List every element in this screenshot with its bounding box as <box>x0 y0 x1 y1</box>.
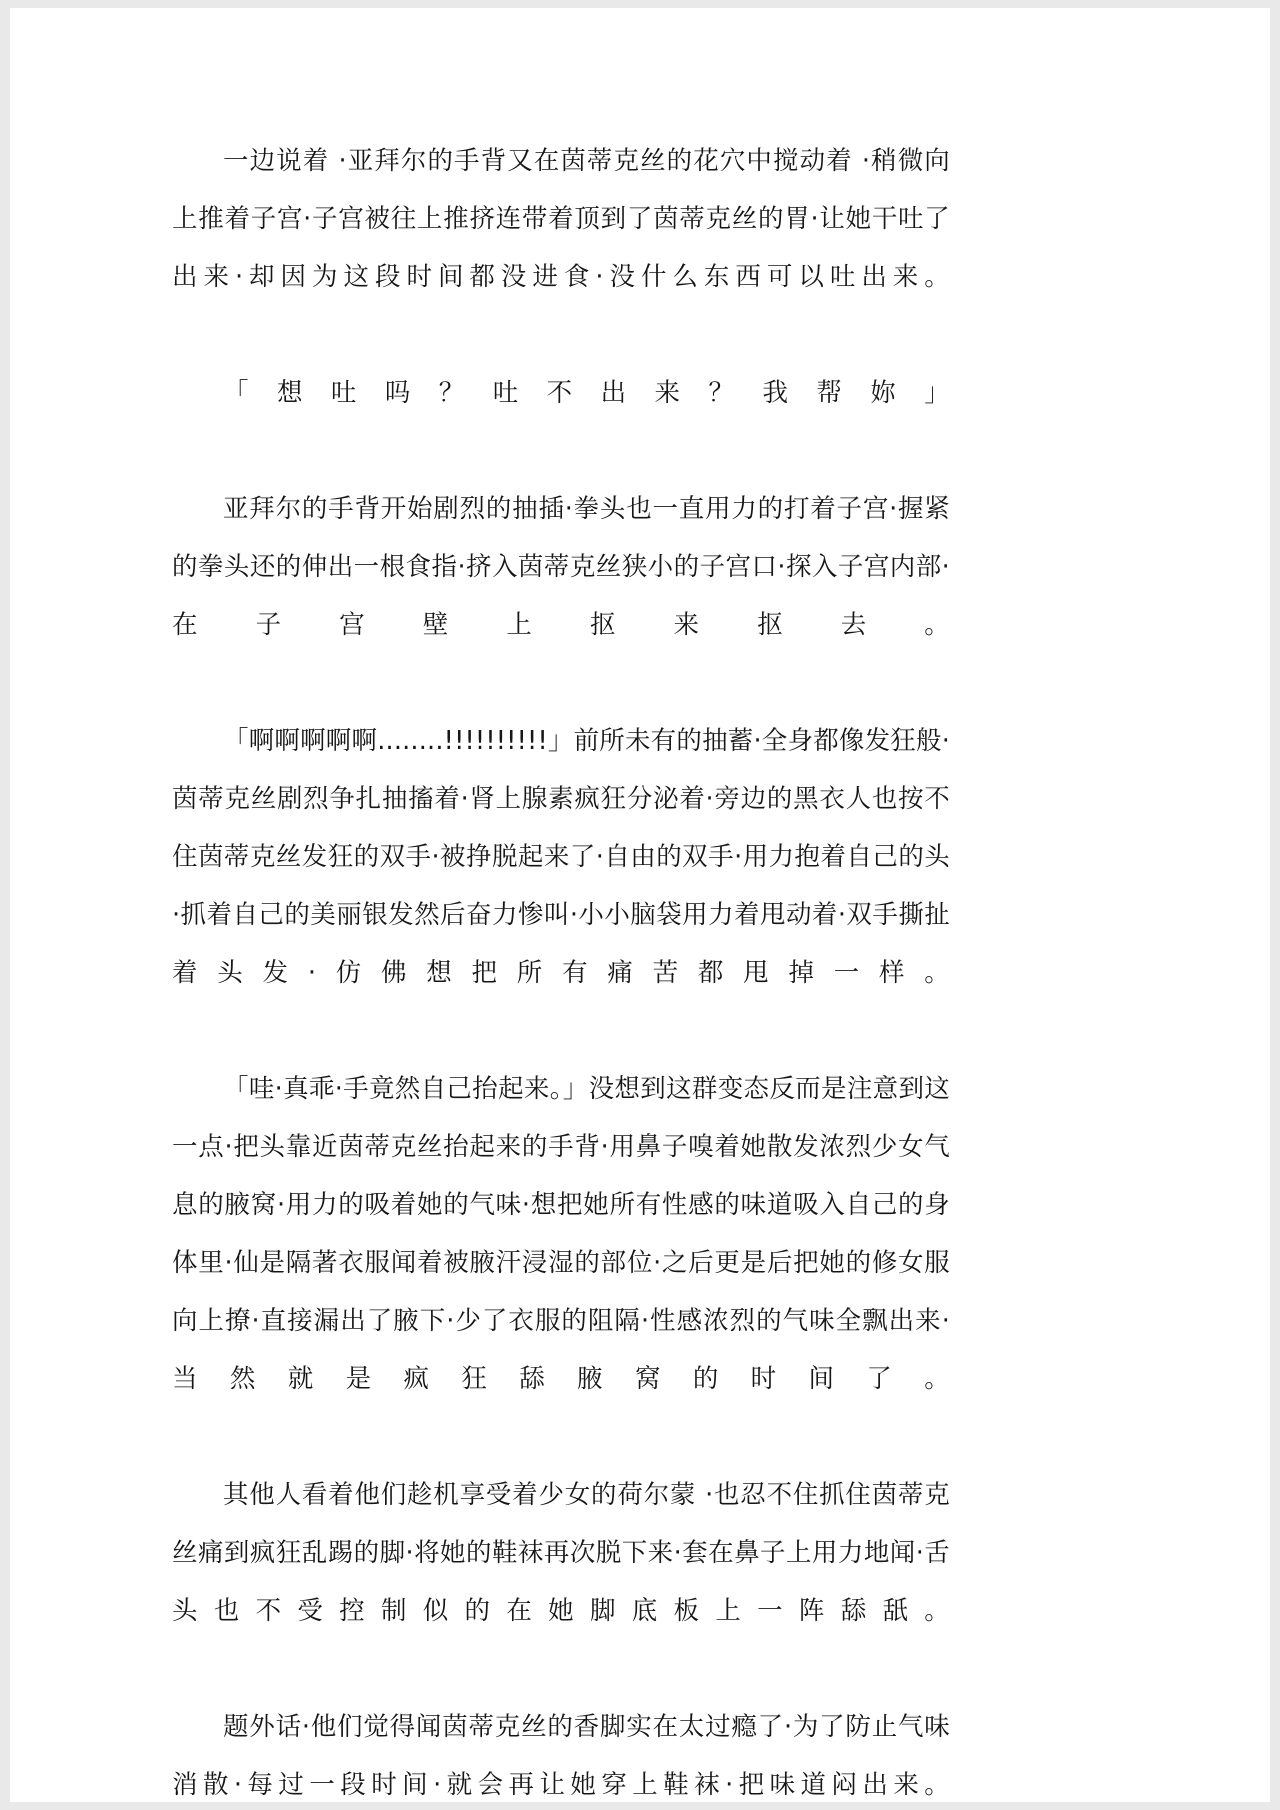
paragraph-2-dialogue: 「想吐吗？吐不出来？我帮妳」 <box>223 378 950 408</box>
document-text-body <box>172 132 950 1810</box>
paragraph-1: 一边说着 ·亚拜尔的手背又在茵蒂克丝的花穴中搅动着 ·稍微向上推着子宫·子宫被往上推挤连带着顶到了茵蒂克丝的胃·让她干吐了出来·却因为这段时间都没进食·没什么东西可以吐出来。 <box>172 146 950 292</box>
paragraph-7: 题外话·他们觉得闻茵蒂克丝的香脚实在太过瘾了·为了防止气味消散·每过一段时间·就会再让她穿上鞋袜·把味道闷出来。 <box>172 1712 950 1800</box>
page-edge-left <box>0 0 10 1810</box>
page-edge-top <box>0 0 1280 8</box>
paragraph-4: 「啊啊啊啊啊........!!!!!!!!!!」前所未有的抽蓄·全身都像发狂般·茵蒂克丝剧烈争扎抽搐着·肾上腺素疯狂分泌着·旁边的黑衣人也按不住茵蒂克丝发狂的双手·被挣脱起来了·自由的双手·用力抱着自己的头·抓着自己的美丽银发然后奋力惨叫·小小脑袋用力着甩动着·双手撕扯着头发·仿佛想把所有痛苦都甩掉一样。 <box>172 726 950 988</box>
paragraph-3: 亚拜尔的手背开始剧烈的抽插·拳头也一直用力的打着子宫·握紧的拳头还的伸出一根食指·挤入茵蒂克丝狭小的子宫口·探入子宫内部·在子宫壁上抠来抠去。 <box>172 494 950 640</box>
page-edge-right <box>1270 0 1280 1810</box>
paragraph-5: 「哇·真乖·手竟然自己抬起来。」没想到这群变态反而是注意到这一点·把头靠近茵蒂克丝抬起来的手背·用鼻子嗅着她散发浓烈少女气息的腋窝·用力的吸着她的气味·想把她所有性感的味道吸入自己的身体里·仙是隔著衣服闻着被腋汗浸湿的部位·之后更是后把她的修女服向上撩·直接漏出了腋下·少了衣服的阻隔·性感浓烈的气味全飘出来·当然就是疯狂舔腋窝的时间了。 <box>172 1074 950 1394</box>
paragraph-6: 其他人看着他们趁机享受着少女的荷尔蒙 ·也忍不住抓住茵蒂克丝痛到疯狂乱踢的脚·将她的鞋袜再次脱下来·套在鼻子上用力地闻·舌头也不受控制似的在她脚底板上一阵舔舐。 <box>172 1480 950 1626</box>
